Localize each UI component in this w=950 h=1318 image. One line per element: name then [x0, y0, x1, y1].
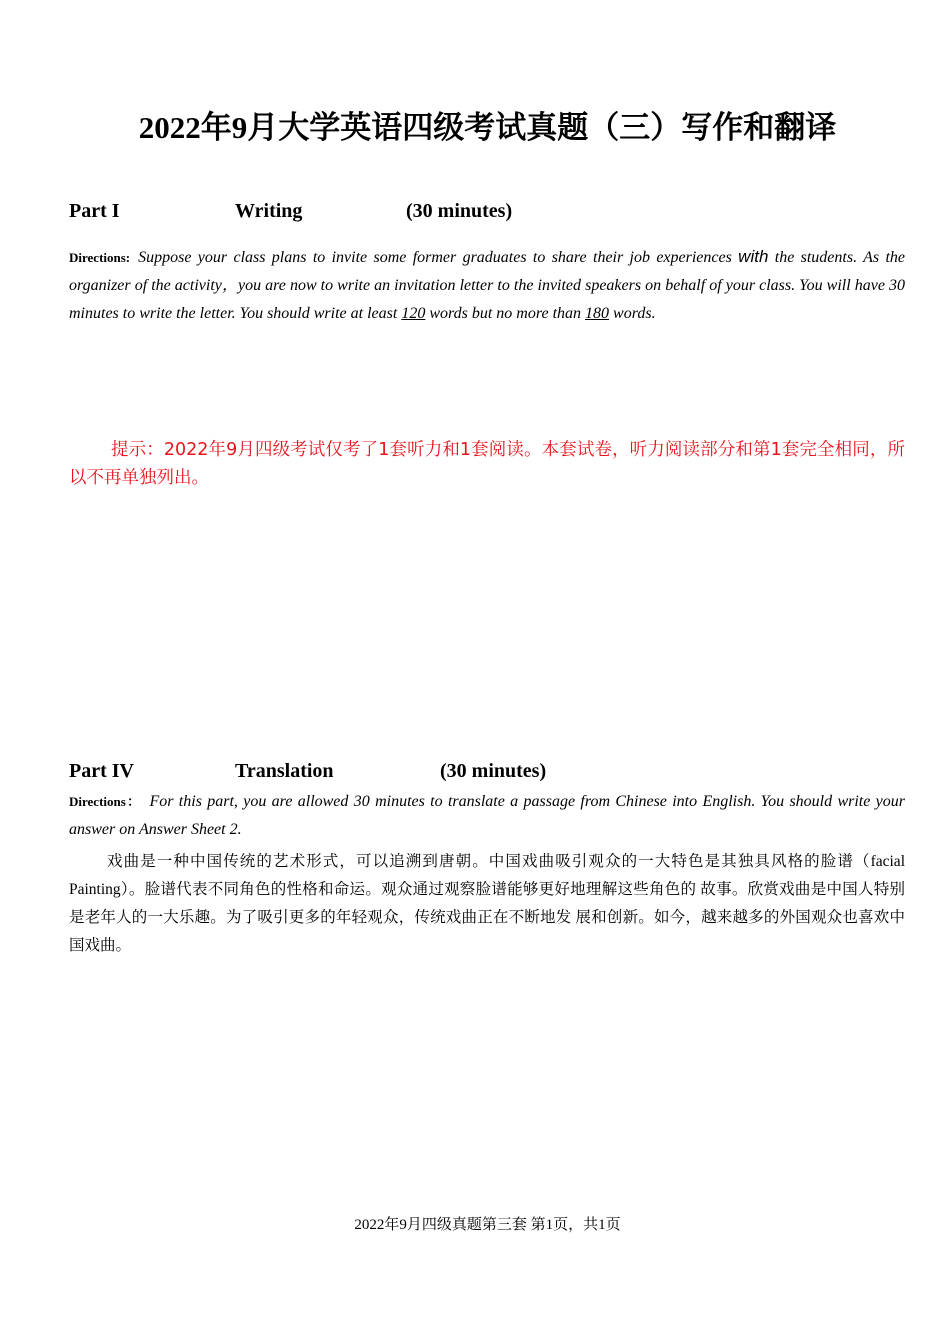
writing-directions-text-1: Suppose your class plans to invite some former graduates to share their job experiences	[138, 249, 739, 266]
writing-directions-label: Directions:	[69, 250, 131, 265]
exam-hint-note: 提示：2022年9月四级考试仅考了1套听力和1套阅读。本套试卷，听力阅读部分和第1套完全相同，所以不再单独列出。	[69, 440, 905, 488]
writing-directions-with: with	[738, 247, 769, 266]
translation-directions-label: Directions：	[69, 794, 142, 809]
document-title: 2022年9月大学英语四级考试真题（三）写作和翻译	[138, 110, 837, 145]
writing-directions	[69, 243, 905, 328]
translation-part-time: (30 minutes)	[440, 760, 547, 782]
translation-part-name: Translation	[235, 760, 334, 782]
writing-min-words: 120	[401, 305, 426, 322]
writing-part-name: Writing	[235, 200, 303, 222]
writing-directions-text-3: words but no more than	[425, 305, 586, 322]
translation-directions	[69, 788, 905, 844]
writing-max-words: 180	[585, 305, 610, 322]
writing-directions-text-2: the students. As the organizer of the activity，you are now to write an invitation letter to the invited speakers on behalf of your class. You will have 30 minutes to write the letter. You should write at least	[69, 249, 905, 322]
translation-directions-text: For this part, you are allowed 30 minutes to translate a passage from Chinese into English. You should write your answer on Answer Sheet 2.	[69, 793, 905, 838]
writing-part-label: Part I	[69, 200, 120, 222]
page-footer: 2022年9月四级真题第三套 第1页，共1页	[354, 1217, 621, 1233]
translation-part-label: Part IV	[69, 760, 134, 782]
translation-passage: 戏曲是一种中国传统的艺术形式，可以追溯到唐朝。中国戏曲吸引观众的一大特色是其独具风格的脸谱（facial Painting）。脸谱代表不同角色的性格和命运。观众通过观察脸谱能够更好地理解这些角色的 故事。欣赏戏曲是中国人特别是老年人的一大乐趣。为了吸引更多的年轻观众，传统戏曲正在不断地发 展和创新。如今，越来越多的外国观众也喜欢中国戏曲。	[69, 853, 905, 954]
writing-directions-text-4: words.	[609, 305, 656, 322]
writing-part-time: (30 minutes)	[406, 200, 513, 222]
